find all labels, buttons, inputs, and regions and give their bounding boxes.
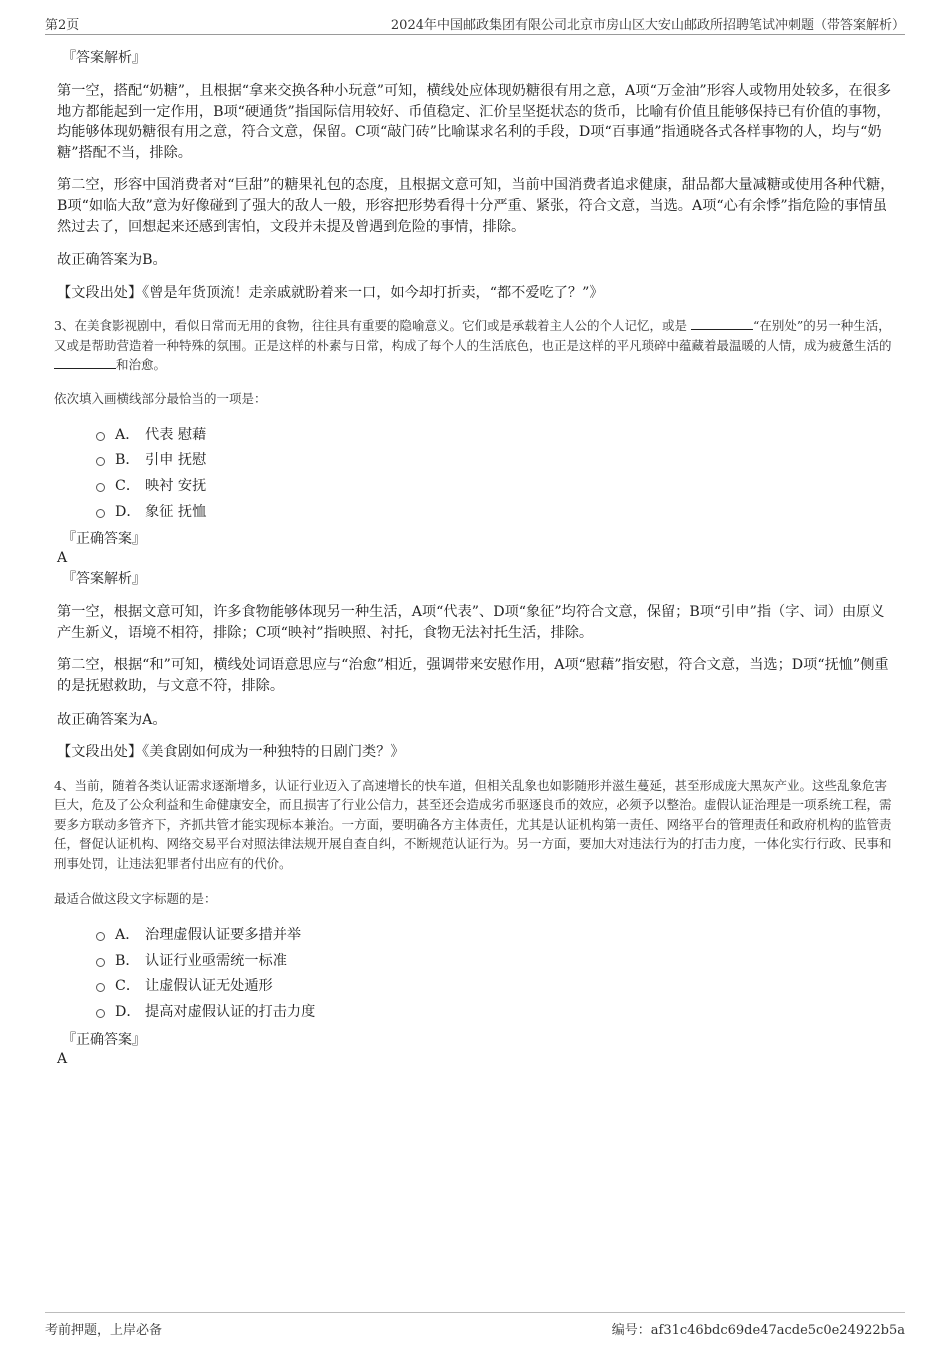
option-b[interactable]: B． 引申 抚慰 [57,448,897,474]
radio-button[interactable] [96,932,105,941]
radio-button[interactable] [96,1009,105,1018]
analysis-conclusion: 故正确答案为B。 [57,252,167,269]
option-d[interactable]: D． 象征 抚恤 [57,500,897,526]
analysis-paragraph: 第二空，形容中国消费者对“巨甜”的糖果礼包的态度，且根据文意可知，当前中国消费者追求健康，甜品都大量减糖或使用各种代糖，B项“如临大敌”意为好像碰到了强大的敌人一般，形容把形势看得十分严重、紧张，符合文意，当选。A项“心有余悸”指危险的事情虽然过去了，回想起来还感到害怕，文段并未提及曾遇到危险的事情，排除。 [57,177,895,235]
option-a[interactable]: A． 代表 慰藉 [57,423,897,449]
analysis-heading: 『答案解析』 [62,50,146,66]
analysis-paragraph: 第一空，搭配“奶糖”，且根据“拿来交换各种小玩意”可知，横线处应体现奶糖很有用之意，A项“万金油”形容人或物用处较多，在很多地方都能起到一定作用，B项“硬通货”指国际信用较好、币值稳定、汇价呈坚挺状态的货币，比喻有价值且能够保持已有价值的事物，均能够体现奶糖很有用之意，符合文意，保留。C项“敲门砖”比喻谋求名利的手段，D项“百事通”指通晓各式各样事物的人，均与“奶糖”搭配不当，排除。 [57,83,892,161]
question-3-text: 3、在美食影视剧中，看似日常而无用的食物，往往具有重要的隐喻意义。它们或是承载着主人公的个人记忆，或是 “在别处”的另一种生活，又或是帮助营造着一种特殊的氛围。正是这样的朴素与日常，构成了每个人的生活底色，也正是这样的平凡琐碎中蕴藏着最温暖的人情，成为疲惫生活的 和治愈。 [54,318,892,373]
radio-button[interactable] [96,983,105,992]
radio-button[interactable] [96,483,105,492]
question-4-text: 4、当前，随着各类认证需求逐渐增多，认证行业迈入了高速增长的快车道，但相关乱象也如影随形并滋生蔓延，甚至形成庞大黑灰产业。这些乱象危害巨大，危及了公众利益和生命健康安全，而且损害了行业公信力，甚至还会造成劣币驱逐良币的效应，必须予以整治。虚假认证治理是一项系统工程，需要多方联动多管齐下，齐抓共管才能实现标本兼治。一方面，要明确各方主体责任，尤其是认证机构第一责任、网络平台的管理责任和政府机构的监管责任，督促认证机构、网络交易平台对照法律法规开展自查自纠，不断规范认证行为。另一方面，要加大对违法行为的打击力度，一体化实行行政、民事和刑事处罚，让违法犯罪者付出应有的代价。 [54,777,892,871]
correct-answer-heading: 『正确答案』 [62,531,146,548]
footer-slogan: 考前押题，上岸必备 [45,1323,163,1338]
radio-button[interactable] [96,958,105,967]
option-c[interactable]: C． 映衬 安抚 [57,474,897,500]
question-3-options [57,423,897,525]
correct-answer: A [57,550,68,567]
question-4-prompt: 最适合做这段文字标题的是： [54,891,217,907]
analysis-conclusion: 故正确答案为A。 [57,711,167,728]
radio-button[interactable] [96,432,105,441]
option-a[interactable]: A． 治理虚假认证要多措并举 [57,923,897,949]
document-title: 2024年中国邮政集团有限公司北京市房山区大安山邮政所招聘笔试冲刺题（带答案解析） [390,18,905,33]
page-header [45,14,905,35]
radio-button[interactable] [96,509,105,518]
radio-button[interactable] [96,457,105,466]
option-c[interactable]: C． 让虚假认证无处遁形 [57,974,897,1000]
question-3-prompt: 依次填入画横线部分最恰当的一项是： [54,390,267,406]
analysis-heading: 『答案解析』 [62,571,146,588]
passage-source: 【文段出处】《美食剧如何成为一种独特的日剧门类？》 [57,744,405,761]
passage-source: 【文段出处】《曾是年货顶流！走亲戚就盼着来一口，如今却打折卖，“都不爱吃了？”》 [57,284,604,301]
fill-blank [691,317,753,330]
option-b[interactable]: B． 认证行业亟需统一标准 [57,949,897,975]
document-id: 编号：af31c46bdc69de47acde5c0e24922b5a [611,1323,905,1338]
correct-answer-heading: 『正确答案』 [62,1031,146,1048]
question-4-options [57,923,897,1025]
fill-blank [54,356,116,369]
analysis-paragraph: 第一空，根据文意可知，许多食物能够体现另一种生活，A项“代表”、D项“象征”均符合文意，保留；B项“引申”指（字、词）由原义产生新义，语境不相符，排除；C项“映衬”指映照、衬托，食物无法衬托生活，排除。 [57,604,885,641]
correct-answer: A [57,1050,68,1067]
page-footer [45,1312,905,1337]
analysis-paragraph: 第二空，根据“和”可知，横线处词语意思应与“治愈”相近，强调带来安慰作用，A项“慰藉”指安慰，符合文意，当选；D项“抚恤”侧重的是抚慰救助，与文意不符，排除。 [57,657,889,694]
option-d[interactable]: D． 提高对虚假认证的打击力度 [57,1000,897,1026]
page-number: 第2页 [45,18,80,33]
document-content [54,48,897,1068]
